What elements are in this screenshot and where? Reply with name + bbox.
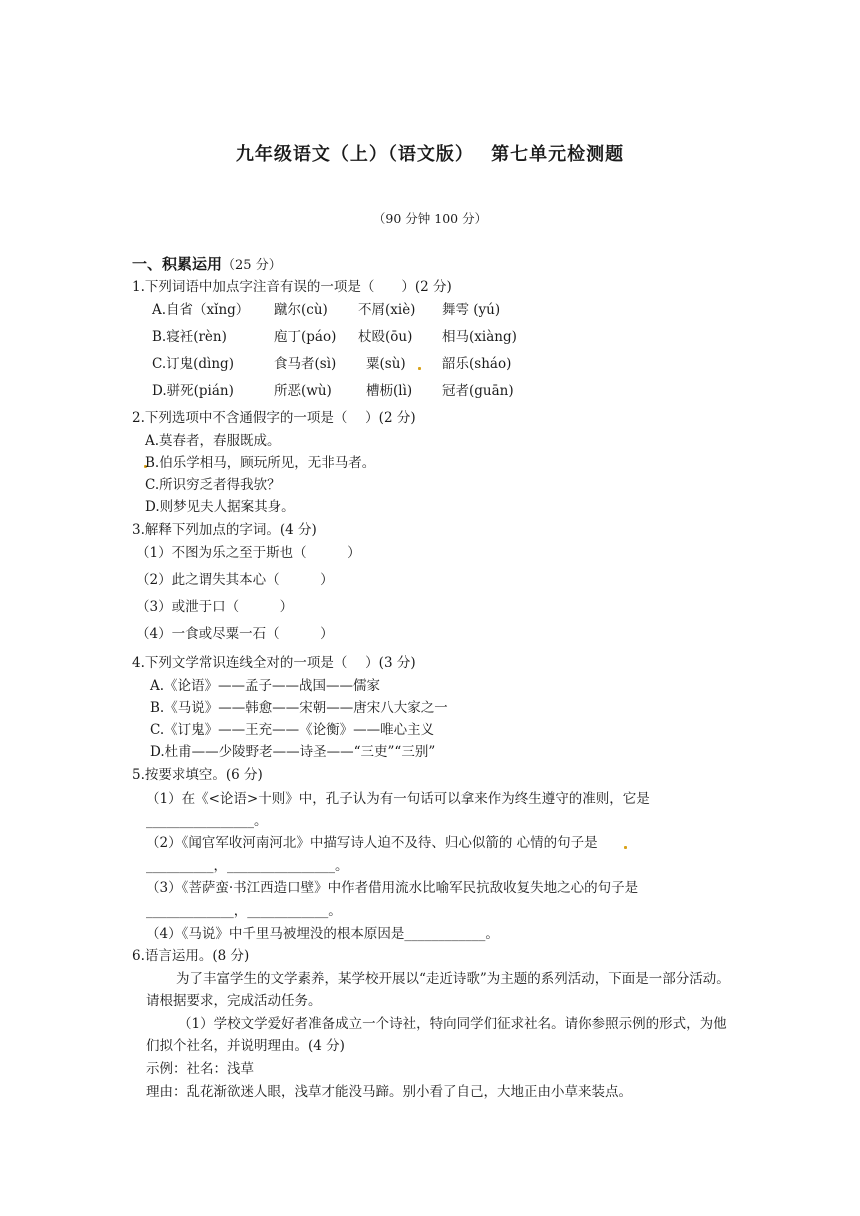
section-points: （25 分） (222, 258, 282, 273)
q5-part4: （4）《马说》中千里马被埋没的根本原因是____________。 (146, 926, 499, 942)
question-5-stem: 5.按要求填空。(6 分) (132, 767, 263, 783)
q1-c-1: C.订鬼(dìng) (152, 356, 234, 372)
q1-a-2: 蹴尔(cù) (274, 302, 328, 318)
q1-b-2: 庖丁(páo) (274, 329, 337, 345)
q5-part2-blank: __________，________________。 (146, 858, 349, 874)
q5-part1: （1）在《<论语>十则》中，孔子认为有一句话可以拿来作为终生遵守的准则，它是 (146, 791, 650, 807)
q4-option-c: C.《订鬼》——王充——《论衡》——唯心主义 (150, 722, 435, 738)
q1-d-4: 冠者(guān) (442, 383, 514, 399)
q1-c-2: 食马者(sì) (274, 356, 337, 372)
q4-option-a: A.《论语》——孟子——战国——儒家 (150, 678, 381, 694)
q1-b-3: 杖殴(ōu) (358, 329, 413, 345)
q1-c-4: 韶乐(sháo) (442, 356, 512, 372)
q3-item-4: （4）一食或尽粟一石（ ） (136, 626, 334, 642)
stray-mark (624, 846, 627, 849)
question-3-stem: 3.解释下列加点的字词。(4 分) (132, 522, 317, 538)
q1-d-1: D.骈死(pián) (152, 383, 234, 399)
q4-option-b: B.《马说》——韩愈——宋朝——唐宋八大家之一 (150, 700, 448, 716)
q5-part2: （2）《闻官军收河南河北》中描写诗人迫不及待、归心似箭的 心情的句子是 (146, 835, 598, 851)
q6-task-1: （1）学校文学爱好者准备成立一个诗社，特向同学们征求社名。请你参照示例的形式，为他们拟个社名，并说明理由。(4 分) (146, 1016, 727, 1054)
q5-part3-blank: _____________，____________。 (146, 903, 342, 919)
q3-item-3: （3）或泄于口（ ） (136, 599, 294, 615)
q1-a-1: A.自省（xǐng） (152, 302, 250, 318)
section-heading-text: 一、积累运用 (132, 255, 223, 273)
q5-part3: （3）《菩萨蛮·书江西造口壁》中作者借用流水比喻军民抗敌收复失地之心的句子是 (146, 880, 639, 896)
q1-b-4: 相马(xiàng) (442, 329, 517, 345)
q1-d-3: 槽枥(lì) (366, 383, 413, 399)
q5-part1-blank: ________________。 (146, 813, 268, 829)
q6-intro: 为了丰富学生的文学素养，某学校开展以“走近诗歌”为主题的系列活动，下面是一部分活动。请根据要求，完成活动任务。 (146, 971, 730, 1009)
q4-option-d: D.杜甫——少陵野老——诗圣——“三吏”“三别” (150, 744, 436, 760)
q2-option-c: C.所识穷乏者得我欤？ (145, 477, 281, 493)
q1-a-4: 舞雩 (yú) (442, 302, 501, 318)
q2-option-b: B.伯乐学相马，顾玩所见，无非马者。 (145, 455, 376, 471)
question-6-stem: 6.语言运用。(8 分) (132, 948, 250, 964)
time-score: （90 分钟 100 分） (372, 211, 488, 226)
stray-mark (418, 367, 421, 370)
q1-a-3: 不屑(xiè) (358, 302, 416, 318)
q3-item-2: （2）此之谓失其本心（ ） (136, 572, 334, 588)
page-title: 九年级语文（上）（语文版） 第七单元检测题 (235, 144, 625, 165)
q2-option-a: A.莫春者，春服既成。 (145, 433, 281, 449)
q1-c-3: 粟(sù) (366, 356, 406, 372)
q1-b-1: B.寝衽(rèn) (152, 329, 227, 345)
question-4-stem: 4.下列文学常识连线全对的一项是（ ）(3 分) (132, 655, 416, 671)
question-1-stem: 1.下列词语中加点字注音有误的一项是（ ）(2 分) (132, 279, 452, 295)
q6-example: 示例：社名：浅草 (146, 1061, 254, 1077)
q2-option-d: D.则梦见夫人据案其身。 (145, 499, 295, 515)
q1-d-2: 所恶(wù) (274, 383, 332, 399)
q6-reason: 理由：乱花渐欲迷人眼，浅草才能没马蹄。别小看了自己，大地正由小草来装点。 (146, 1084, 632, 1100)
question-2-stem: 2.下列选项中不含通假字的一项是（ ）(2 分) (132, 410, 416, 426)
q3-item-1: （1）不图为乐之至于斯也（ ） (136, 545, 361, 561)
section-heading (132, 255, 282, 275)
